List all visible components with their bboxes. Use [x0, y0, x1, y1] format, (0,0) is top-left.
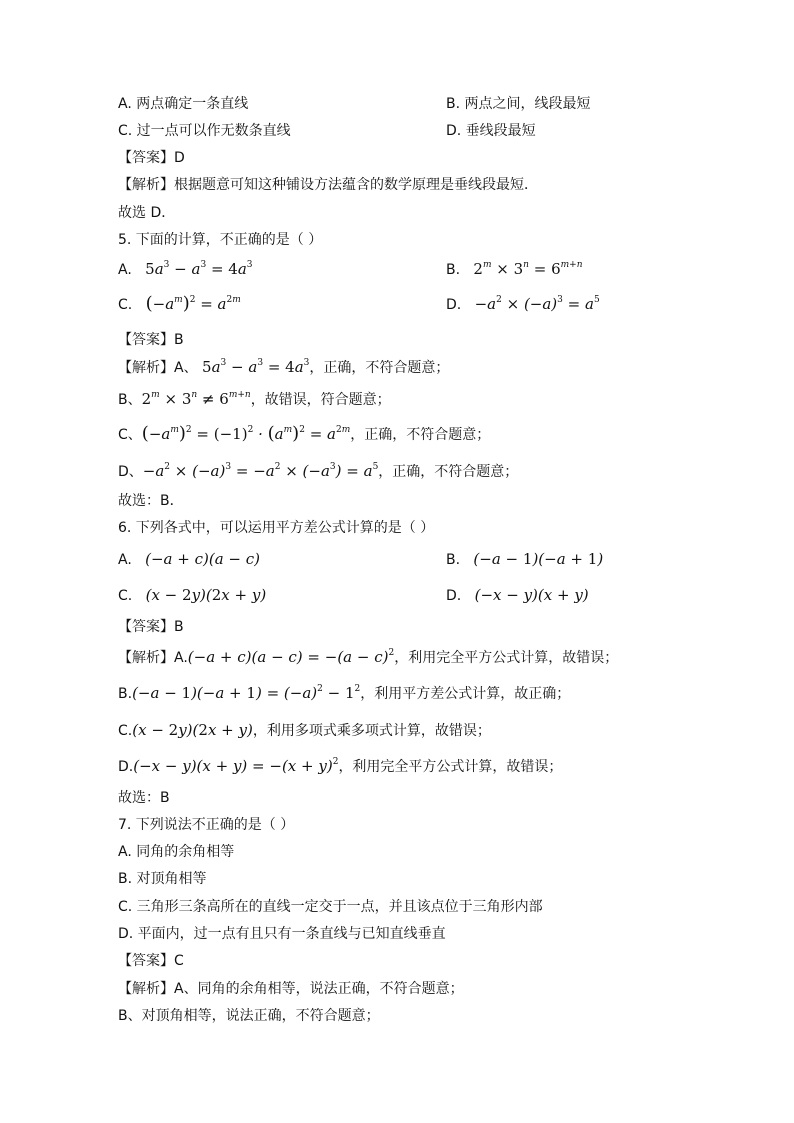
q5-analysis-d-text: ，正确，不符合题意； — [378, 464, 519, 480]
q6-analysis-a — [118, 647, 618, 668]
q5-analysis-b — [118, 389, 391, 410]
q5-option-c-label: C. — [118, 297, 133, 313]
q5-analysis-d-prefix: D、 — [118, 464, 143, 480]
q5-analysis-c-formula: $(-a^m)^2 = (-1)^2 \cdot (a^m)^2 = a^{2m}$ — [141, 423, 351, 444]
q6-answer: 【答案】B — [118, 619, 184, 635]
q5-analysis-d-formula: $-a^2 \times (-a)^3 = -a^2 \times (-a^3) = a^5$ — [142, 462, 379, 480]
q5-analysis-c — [118, 424, 490, 445]
q5-option-a-formula: $5a^3 - a^3 = 4a^3$ — [145, 260, 253, 278]
q6-analysis-d-prefix: D. — [118, 759, 134, 775]
q4-conclusion: 故选 D． — [118, 205, 176, 221]
q5-option-a-label: A. — [118, 262, 132, 278]
q5-analysis-a-formula: $5a^3 - a^3 = 4a^3$ — [202, 358, 310, 376]
q6-option-a-formula: (−a + c)(a − c) — [145, 550, 261, 568]
q6-analysis-d — [118, 756, 562, 777]
q5-analysis-d — [118, 461, 518, 482]
q5-conclusion: 故选：B． — [118, 493, 184, 509]
q5-analysis-c-prefix: C、 — [118, 427, 142, 443]
q4-option-b: B. 两点之间，线段最短 — [446, 96, 591, 112]
q6-option-c-formula: (x − 2y)(2x + y) — [145, 586, 267, 604]
q6-analysis-c-formula: (x − 2y)(2x + y) — [132, 721, 253, 739]
q6-analysis-b-prefix: B. — [118, 686, 133, 702]
q5-analysis-b-text: ，故错误，符合题意； — [250, 392, 391, 408]
q4-option-d: D. 垂线段最短 — [446, 123, 536, 139]
q7-stem: 7. 下列说法不正确的是（ ） — [118, 817, 295, 833]
q5-option-b-label: B. — [446, 262, 461, 278]
q6-analysis-c — [118, 720, 491, 741]
q6-analysis-c-text: ，利用多项式乘多项式计算，故错误； — [252, 723, 491, 739]
q6-option-b-label: B. — [446, 552, 461, 568]
q5-option-d — [446, 294, 600, 315]
q6-analysis-a-formula: $(-a + c)(a - c) = -(a - c)^2$ — [187, 648, 395, 666]
q7-analysis-a: 【解析】A、同角的余角相等，说法正确，不符合题意； — [118, 981, 464, 997]
q5-option-d-formula: $-a^2 \times (-a)^3 = a^5$ — [474, 295, 600, 313]
q6-analysis-b — [118, 683, 570, 704]
q5-stem: 5. 下面的计算，不正确的是（ ） — [118, 232, 323, 248]
q6-analysis-b-formula: $(-a - 1)(-a + 1) = (-a)^2 - 1^2$ — [132, 684, 361, 702]
q5-option-b — [446, 259, 583, 280]
q5-analysis-b-formula: $2^m \times 3^n \ne 6^{m+n}$ — [141, 390, 251, 408]
q6-stem: 6. 下列各式中，可以运用平方差公式计算的是（ ） — [118, 520, 435, 536]
q6-option-b — [446, 549, 603, 570]
q6-option-d-label: D. — [446, 588, 462, 604]
q6-option-c — [118, 585, 266, 606]
q7-answer: 【答案】C — [118, 953, 184, 969]
q5-option-c-formula: $(-a^m)^2 = a^{2m}$ — [145, 293, 241, 314]
q5-option-b-formula: $2^m \times 3^n = 6^{m+n}$ — [473, 260, 583, 278]
q6-option-b-formula: (−a − 1)(−a + 1) — [473, 550, 604, 568]
q6-conclusion: 故选：B — [118, 790, 170, 806]
q4-option-c: C. 过一点可以作无数条直线 — [118, 123, 291, 139]
q6-option-d — [446, 585, 589, 606]
q6-analysis-d-formula: $(-x - y)(x + y) = -(x + y)^2$ — [133, 757, 339, 775]
q6-analysis-a-text: ，利用完全平方公式计算，故错误； — [394, 650, 619, 666]
q5-analysis-b-prefix: B、 — [118, 392, 142, 408]
q6-option-a-label: A. — [118, 552, 132, 568]
q4-option-a: A. 两点确定一条直线 — [118, 96, 249, 112]
q6-analysis-prefix: 【解析】A. — [118, 650, 188, 666]
q6-option-a — [118, 549, 260, 570]
q5-option-c — [118, 294, 241, 315]
q5-option-a — [118, 259, 253, 280]
q5-analysis-prefix: 【解析】A、 — [118, 360, 198, 376]
q7-option-d: D. 平面内，过一点有且只有一条直线与已知直线垂直 — [118, 926, 446, 942]
q5-answer: 【答案】B — [118, 332, 184, 348]
q6-option-c-label: C. — [118, 588, 133, 604]
q7-option-c: C. 三角形三条高所在的直线一定交于一点，并且该点位于三角形内部 — [118, 899, 543, 915]
q7-option-b: B. 对顶角相等 — [118, 871, 207, 887]
q4-analysis: 【解析】根据题意可知这种铺设方法蕴含的数学原理是垂线段最短． — [118, 177, 538, 193]
q5-analysis-a-text: ，正确，不符合题意； — [309, 360, 450, 376]
q7-analysis-b: B、对顶角相等，说法正确，不符合题意； — [118, 1008, 380, 1024]
q5-analysis-a — [118, 357, 449, 378]
q6-analysis-d-text: ，利用完全平方公式计算，故错误； — [338, 759, 563, 775]
q4-answer: 【答案】D — [118, 150, 185, 166]
q6-option-d-formula: (−x − y)(x + y) — [474, 586, 589, 604]
q6-analysis-b-text: ，利用平方差公式计算，故正确； — [360, 686, 571, 702]
q6-analysis-c-prefix: C. — [118, 723, 133, 739]
q5-option-d-label: D. — [446, 297, 462, 313]
q5-analysis-c-text: ，正确，不符合题意； — [350, 427, 491, 443]
q7-option-a: A. 同角的余角相等 — [118, 844, 235, 860]
